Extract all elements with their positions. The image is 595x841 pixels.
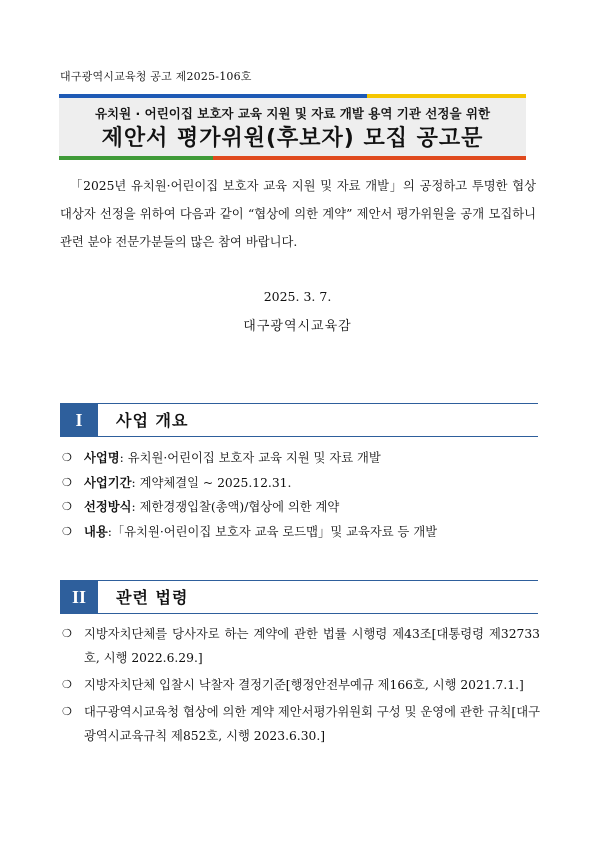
section-rule-top (60, 580, 538, 581)
issuer: 대구광역시교육감 (243, 319, 352, 334)
title-banner (59, 94, 526, 160)
overview-list (60, 450, 540, 548)
list-item (60, 475, 540, 500)
section-rule-bottom (60, 436, 538, 437)
section-rule-bottom (60, 613, 538, 614)
item-key: 사업기간 (84, 475, 132, 490)
list-item (60, 622, 540, 670)
banner-bottom-bar (59, 156, 526, 160)
list-item (60, 700, 540, 748)
circle-bullet-icon: ❍ (62, 500, 72, 513)
intro-paragraph: 「2025년 유치원·어린이집 보호자 교육 지원 및 자료 개발」의 공정하고 투명한 협상대상자 선정을 위하여 다음과 같이 “협상에 의한 계약” 제안서 평가위원을 공개 모집하니 관련 분야 전문가분들의 많은 참여 바랍니다. (60, 179, 537, 249)
section-title: 관련 법령 (116, 588, 189, 607)
item-text: : 유치원·어린이집 보호자 교육 지원 및 자료 개발 (119, 451, 381, 465)
notice-date: 2025. 3. 7. (263, 289, 332, 304)
item-key: 내용 (84, 524, 108, 539)
circle-bullet-icon: ❍ (62, 678, 72, 691)
item-text: 대구광역시교육청 협상에 의한 계약 제안서평가위원회 구성 및 운영에 관한 규칙[대구광역시교육규칙 제852호, 시행 2023.6.30.] (84, 705, 540, 743)
circle-bullet-icon: ❍ (62, 524, 72, 538)
section-heading-overview (60, 403, 538, 437)
item-key: 사업명 (84, 451, 120, 465)
page-title: 제안서 평가위원(후보자) 모집 공고문 (101, 126, 484, 151)
item-text: 지방자치단체를 당사자로 하는 계약에 관한 법률 시행령 제43조[대통령령 제32733호, 시행 2022.6.29.] (84, 627, 540, 665)
section-title: 사업 개요 (116, 411, 189, 430)
banner-subtitle: 유치원 · 어린이집 보호자 교육 지원 및 자료 개발 용역 기관 선정을 위한 (94, 106, 491, 121)
section-rule-top (60, 403, 538, 404)
banner-top-bar (59, 94, 526, 98)
list-item (60, 499, 540, 524)
item-key: 선정방식 (84, 500, 132, 514)
circle-bullet-icon: ❍ (62, 705, 72, 718)
notice-number: 대구광역시교육청 공고 제2025-106호 (60, 70, 252, 83)
item-text: :「유치원·어린이집 보호자 교육 로드맵」및 교육자료 등 개발 (107, 524, 438, 539)
circle-bullet-icon: ❍ (62, 451, 72, 464)
circle-bullet-icon: ❍ (62, 475, 72, 489)
section-number: I (60, 403, 98, 437)
circle-bullet-icon: ❍ (62, 627, 72, 640)
laws-list (60, 622, 540, 751)
list-item (60, 524, 540, 549)
section-heading-laws (60, 580, 538, 614)
list-item (60, 673, 540, 697)
section-number: II (60, 580, 98, 614)
item-text: 지방자치단체 입찰시 낙찰자 결정기준[행정안전부예규 제166호, 시행 2021.7.1.] (84, 678, 524, 692)
list-item (60, 450, 540, 475)
item-text: : 계약체결일 ~ 2025.12.31. (131, 475, 292, 490)
item-text: : 제한경쟁입찰(총액)/협상에 의한 계약 (131, 500, 340, 514)
